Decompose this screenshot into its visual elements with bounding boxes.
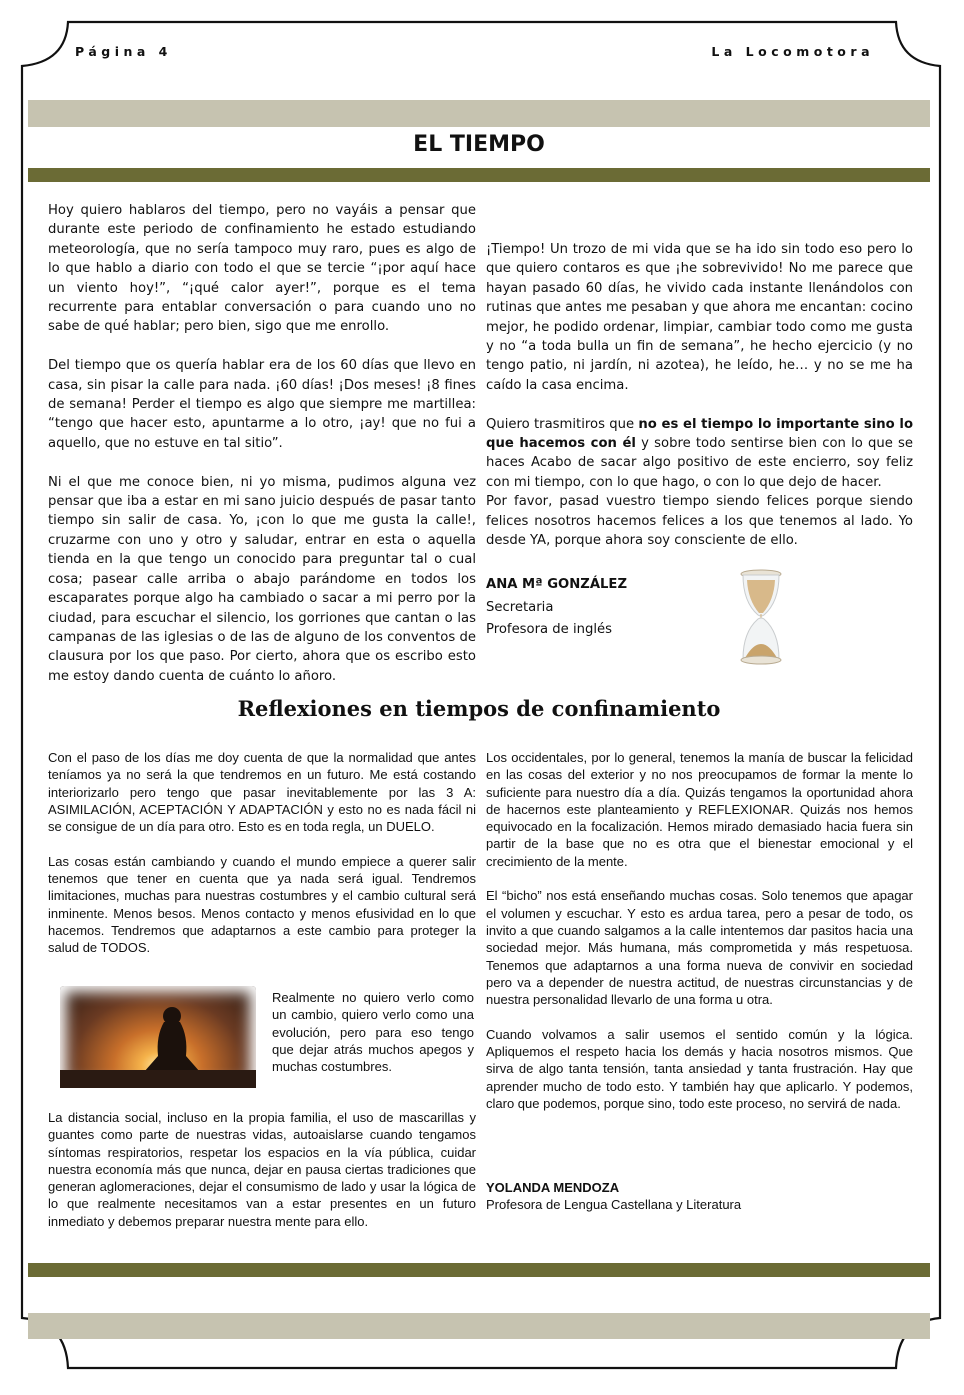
bottom-olive-band	[28, 1263, 930, 1277]
article1-right-paragraph	[486, 415, 913, 493]
article1-left-paragraph: Ni el que me conoce bien, ni yo misma, pudimos alguna vez pensar que iba a estar en mi sano juicio después de pasar tanto tiempo sin salir de casa. Yo, ¡con lo que me gusta la calle!, cruzarme con uno y otro y saludar, entrar en esta o aquella tienda en la que tengo un conocido para preguntar tal o cual cosa; pasear calle arriba o abajo parándome en todos los escaparates porque algo ha cambiado o sacar a mi perro por la ciudad, para escuchar el silencio, los gorriones que cantan o las campanas de las iglesias o de las de alguno de los conventos de clausura por los que paso. Por cierto, ahora que os escribo esto me estoy dando cuenta de cuánto lo añoro.	[48, 474, 476, 684]
bottom-grey-band	[28, 1313, 930, 1339]
article1-right-column	[486, 240, 913, 570]
article1-right-paragraph: Por favor, pasad vuestro tiempo siendo felices porque siendo felices nosotros hacemos felices a los que tenemos al lado. Yo desde YA, porque ahora soy consciente de ello.	[486, 494, 913, 549]
author-name: YOLANDA MENDOZA	[486, 1180, 620, 1195]
article2-right-paragraph: Cuando volvamos a salir usemos el sentido común y la lógica. Apliquemos el respeto hacia los demás y hacia nosotros mismos. Que sirva de algo tanta tensión, tanta ansiedad y tanta frustración. Hay que aprender mucho de todo esto. Y también hay que aplicarlo. Y podemos, claro que podemos, porque sino, todo este proceso, no servirá de nada.	[486, 1026, 913, 1111]
article2-title: Reflexiones en tiempos de confinamiento	[237, 696, 721, 721]
page-number: Página 4	[75, 44, 172, 59]
silhouette-figure	[60, 986, 256, 1088]
article2-right-paragraph: Los occidentales, por lo general, tenemos la manía de buscar la felicidad en las cosas del exterior y no nos preocupamos de formar la mente lo suficiente para nuestro día a día. Quizás tengamos la oportunidad ahora de hacernos este planteamiento y REFLEXIONAR. Quizás nos hemos equivocado en la focalización. Hemos mirado demasiado hacia fuera sin partir de la base que no es otra que el bienestar emocional y el crecimiento de la mente.	[486, 750, 913, 869]
emphasis-prefix: Quiero trasmitiros que	[486, 416, 639, 432]
article1-signature	[486, 574, 716, 642]
author-role: Secretaria	[486, 599, 554, 615]
photo-caption-text: Realmente no quiero verlo como un cambio, quiero verlo como una evolución, pero para eso tengo que dejar atrás muchos apegos y muchas costumbres.	[272, 990, 474, 1075]
publication-title: La Locomotora	[711, 44, 874, 59]
article1-left-paragraph: Del tiempo que os quería hablar era de los 60 días que llevo en casa, sin pisar la calle para nada. ¡60 días! ¡Dos meses! ¡8 fines de semana! Perder el tiempo es algo que siempre me martillea: “tengo que hacer esto, apuntarme a lo otro, ¡ay! que no fui a aquello, que no estuve en tal sitio”.	[48, 358, 476, 451]
author-name: ANA Mª GONZÁLEZ	[486, 577, 628, 592]
article1-left-column	[48, 201, 476, 706]
sunset-silhouette-image	[60, 986, 256, 1088]
title-underline-band	[28, 168, 930, 182]
emphasis-suffix: y sobre todo sentirse bien con lo que se haces Acabo de sacar algo positivo de este encierro, soy feliz con mi tiempo, con lo que hago, o con lo que dejo de hacer.	[486, 436, 913, 490]
article2-signature	[486, 1179, 913, 1214]
article2-left-bottom: La distancia social, incluso en la propia familia, el uso de mascarillas y guantes como parte de nuestras vidas, autoaislarse cuando tengamos síntomas respiratorios, respetar los espacios en la vía pública, cuidar nuestra economía más que nunca, dejar en pausa ciertas tradiciones que generan aglomeraciones, dejar el consumismo de lado y usar la lógica de lo que realmente necesitamos van a estar presentes en un futuro inmediato y debemos preparar nuestra mente para ello.	[48, 1110, 476, 1229]
article2-left-paragraph: Con el paso de los días me doy cuenta de que la normalidad que antes teníamos ya no será la que tendremos en un futuro. Me está costando interiorizarlo pero tengo que pasar inevitablemente por las 3 A: ASIMILACIÓN, ACEPTACIÓN Y ADAPTACIÓN y esto no es nada fácil ni se consigue de un día para otro. Esto es en toda regla, un DUELO.	[48, 750, 476, 835]
article2-right-paragraph: El “bicho” nos está enseñando muchas cosas. Solo tenemos que apagar el volumen y escuchar. Y esto es ardua tarea, pero a pesar de todo, os invito a que cuando salgamos a la calle intentemos dar pasitos hacia una sociedad mejor. Más humana, más comprometida y más respetuosa. Tenemos que adaptarnos a una forma nueva de convivir en sociedad pero va a depender de nuestra actitud, de nuestras circunstancias y de nuestra personalidad llevarlo de una forma u otra.	[486, 888, 913, 1008]
emphasis-text: no es el tiempo lo importante sino lo que hacemos con él	[486, 416, 914, 452]
author-role: Profesora de inglés	[486, 622, 613, 637]
article1-left-paragraph: Hoy quiero hablaros del tiempo, pero no vayáis a pensar que durante este periodo de confinamiento he estado estudiando meteorología, que no sería tampoco muy raro, pues es algo de lo que hablo a diario con todo el que se tercie “¡por aquí hace un viento hoy!”, “¡qué calor ayer!”, porque es el tema recurrente para entablar conversación o para cuando uno no sabe de qué hablar; pero bien, sigo que me enrollo.	[48, 203, 476, 335]
article2-right-column	[486, 749, 913, 1130]
article2-left-column	[48, 749, 476, 974]
article2-left-paragraph: Las cosas están cambiando y cuando el mundo empiece a querer salir tenemos que tener en cuenta que ya nada será igual. Tendremos limitaciones, muchas para nuestras costumbres y el cambio cultural será inminente. Menos besos. Menos contacto y menos efusividad en lo que hacemos. Tendremos que adaptarnos a este cambio para proteger la salud de TODOS.	[48, 853, 476, 956]
author-role: Profesora de Lengua Castellana y Literatura	[486, 1197, 742, 1213]
top-grey-band	[28, 100, 930, 127]
hourglass-image	[738, 568, 784, 666]
article1-title: EL TIEMPO	[413, 132, 545, 157]
article1-right-paragraph: ¡Tiempo! Un trozo de mi vida que se ha ido sin todo eso pero lo que quiero contaros es que ¡he sobrevivido! No me parece que hayan pasado 60 días, he vivido cada instante llenándolos con rutinas que antes me pesaban y que ahora me encantan: cocino mejor, he podido ordenar, limpiar, cambiar todo como me gusta y no “a toda bulla un fin de semana”, he hecho ejercicio (y no tengo patio, ni jardín, ni azotea), he leído, he… y no se me ha caído la casa encima.	[486, 242, 913, 393]
